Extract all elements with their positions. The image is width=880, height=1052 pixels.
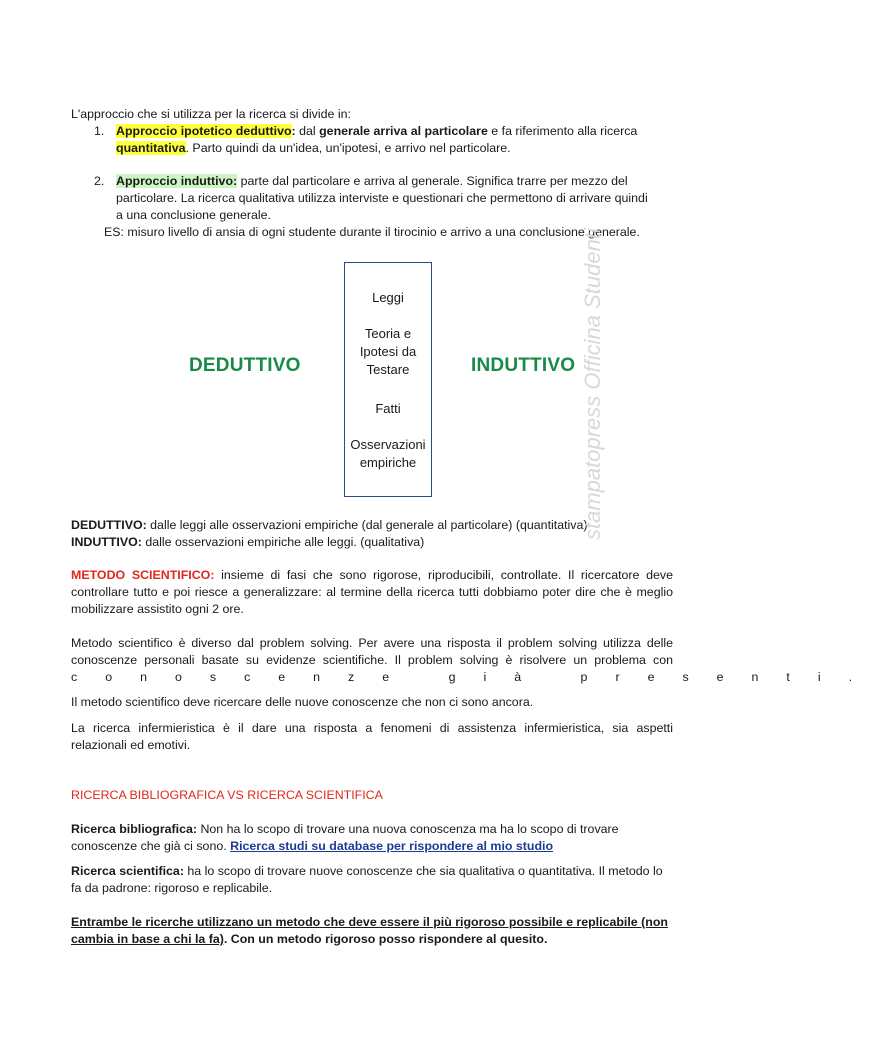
box-item-fatti: Fatti xyxy=(375,401,401,416)
bibliografica-line1 xyxy=(71,821,619,838)
scientifica-line2: fa da padrone: rigoroso e replicabile. xyxy=(71,881,273,895)
def-induttivo xyxy=(71,534,424,551)
section-title: RICERCA BIBLIOGRAFICA VS RICERCA SCIENTIFICA xyxy=(71,788,383,802)
box-item-leggi: Leggi xyxy=(372,290,404,305)
metodo-label: METODO SCIENTIFICO: xyxy=(71,568,215,582)
list-number-1: 1. xyxy=(94,124,105,138)
bold-text: generale arriva al particolare xyxy=(319,124,488,138)
box-item-teoria: Teoria e xyxy=(364,326,412,341)
scientifica-label: Ricerca scientifica: xyxy=(71,864,184,878)
list-number-2: 2. xyxy=(94,174,105,188)
box-item-testare: Testare xyxy=(366,362,410,377)
term-induttivo: Approccio induttivo: xyxy=(116,174,238,188)
para-nuove: Il metodo scientifico deve ricercare delle nuove conoscenze che non ci sono ancora. xyxy=(71,695,534,709)
def-text: dalle osservazioni empiriche alle leggi. (qualitativa) xyxy=(141,535,425,549)
box-item-osservazioni: Osservazioni xyxy=(350,437,426,452)
conclusion-text: . Con un metodo rigoroso posso rispondere al quesito. xyxy=(223,932,548,946)
box-item-ipotesi: Ipotesi da xyxy=(359,344,417,359)
text: conoscenze che già ci sono. xyxy=(71,839,231,853)
watermark: stampatopress Officina Studenti xyxy=(580,228,605,540)
conclusion-underlined: Entrambe le ricerche utilizzano un metodo che deve essere il più rigoroso possibile e replicabile (non xyxy=(71,915,668,929)
conclusion-line1 xyxy=(71,914,668,931)
text: ha lo scopo di trovare nuove conoscenze che sia qualitativa o quantitativa. Il metodo lo xyxy=(183,864,663,878)
conclusion-line2 xyxy=(71,931,547,948)
example-text: ES: misuro livello di ansia di ogni studente durante il tirocinio e arrivo a una conclusione generale. xyxy=(104,225,640,239)
bibliografica-link[interactable]: Ricerca studi su database per rispondere al mio studio xyxy=(230,839,554,853)
metodo-line2: controllare tutto e poi riesce a generalizzare: al termine della ricerca tutti dobbiamo poter dire che è meglio xyxy=(71,585,673,599)
scientifica-line1 xyxy=(71,863,663,880)
diagram-box xyxy=(344,262,432,497)
metodo-line3: mobilizzare assistito ogni 2 ore. xyxy=(71,602,244,616)
list-item-1-line2 xyxy=(116,140,511,157)
box-item-empiriche: empiriche xyxy=(359,455,417,470)
ps-line3: conoscenze già presenti. xyxy=(71,670,880,684)
text: insieme di fasi che sono rigorose, riproducibili, controllate. Il ricercatore deve xyxy=(214,568,674,582)
text: . Parto quindi da un'idea, un'ipotesi, e arrivo nel particolare. xyxy=(185,141,511,155)
bibliografica-line2 xyxy=(71,838,553,855)
text: parte dal particolare e arriva al generale. Significa trarre per mezzo del xyxy=(237,174,628,188)
para-infermieristica-1: La ricerca infermieristica è il dare una risposta a fenomeni di assistenza infermieristica, sia aspetti xyxy=(71,721,673,735)
list-item-2-line2: particolare. La ricerca qualitativa utilizza interviste e questionari che permettono di arrivare quindi xyxy=(116,191,648,205)
colon: : xyxy=(291,124,296,138)
ps-line1: Metodo scientifico è diverso dal problem solving. Per avere una risposta il problem solving utilizza delle xyxy=(71,636,673,650)
bibliografica-label: Ricerca bibliografica: xyxy=(71,822,198,836)
def-label: INDUTTIVO: xyxy=(71,535,142,549)
para-infermieristica-2: relazionali ed emotivi. xyxy=(71,738,191,752)
list-item-2-line1 xyxy=(116,173,628,190)
ps-line2: conoscenze personali basate su evidenze scientifiche. Il problem solving è risolvere un problema con xyxy=(71,653,673,667)
list-item-1-line1 xyxy=(116,123,637,140)
text: Non ha lo scopo di trovare una nuova conoscenza ma ha lo scopo di trovare xyxy=(197,822,619,836)
metodo-line1 xyxy=(71,567,673,584)
term-deduttivo: Approccio ipotetico deduttivo xyxy=(116,124,292,138)
label-induttivo: INDUTTIVO xyxy=(471,355,576,376)
intro-text: L'approccio che si utilizza per la ricerca si divide in: xyxy=(71,107,351,121)
def-deduttivo xyxy=(71,517,588,534)
conclusion-underlined: cambia in base a chi la fa) xyxy=(71,932,224,946)
list-item-2-line3: a una conclusione generale. xyxy=(116,208,271,222)
term-quantitativa: quantitativa xyxy=(116,141,186,155)
text: dal xyxy=(295,124,320,138)
label-deduttivo: DEDUTTIVO xyxy=(189,355,301,376)
text: e fa riferimento alla ricerca xyxy=(487,124,638,138)
def-text: dalle leggi alle osservazioni empiriche (dal generale al particolare) (quantitativa) xyxy=(146,518,588,532)
def-label: DEDUTTIVO: xyxy=(71,518,147,532)
